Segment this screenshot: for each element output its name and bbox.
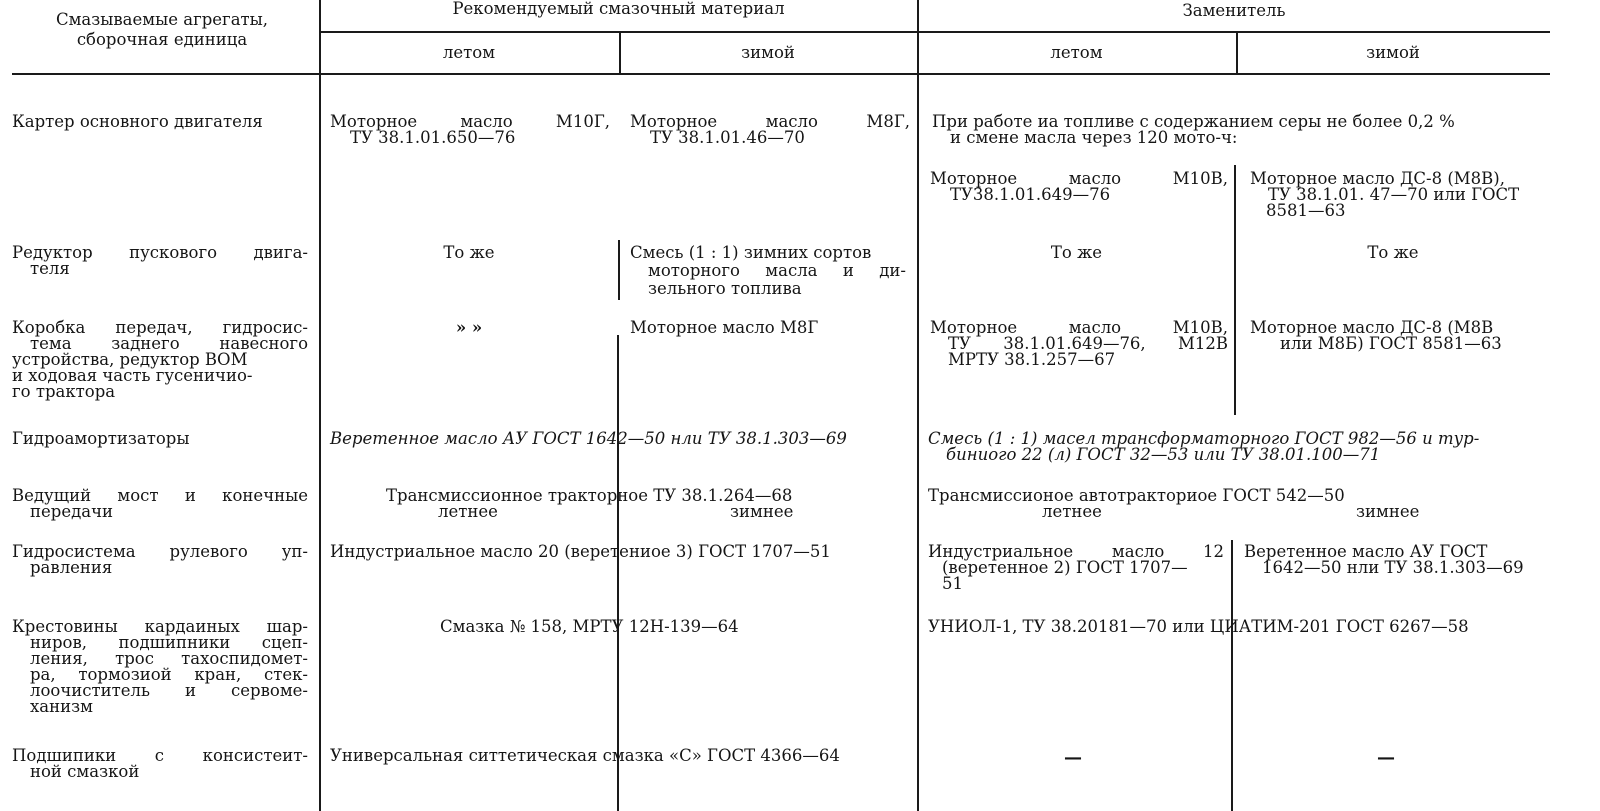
- row5-sub-summer: летнее: [1042, 502, 1102, 521]
- row6-sub-summer-line-2: (веретенное 2) ГОСТ 1707—: [942, 558, 1188, 577]
- row1-rec-winter-line-2: ТУ 38.1.01.46—70: [650, 128, 805, 147]
- row7-unit-line-1: Крестовины кардаиных шар-: [12, 617, 308, 636]
- row2-rec-winter-line-2: моторного масла и ди-: [648, 261, 906, 280]
- col-divider-rec-summer-winter-mid: [618, 240, 620, 300]
- row3-unit-line-4: и ходовая часть гусеничио-: [12, 366, 253, 385]
- row7-unit-line-5: лоочиститель и сервоме-: [30, 681, 308, 700]
- row3-unit-line-3: устройства, редуктор ВОМ: [12, 350, 248, 369]
- col-divider-rec-sub: [917, 0, 919, 811]
- row1-rec-summer-line-1: Моторное масло М10Г,: [330, 112, 610, 131]
- row3-unit-line-1: Коробка передач, гидросис-: [12, 318, 308, 337]
- row2-rec-summer: То же: [443, 243, 495, 262]
- row4-rec-both: Веретенное масло АУ ГОСТ 1642—50 нли ТУ 38.1.303—69: [330, 429, 847, 448]
- row8-unit-line-1: Подшипики с консистеит-: [12, 746, 308, 765]
- row6-unit-line-2: равления: [30, 558, 113, 577]
- row8-sub-summer: —: [1064, 747, 1082, 768]
- row1-sub-winter-line-2: ТУ 38.1.01. 47—70 или ГОСТ: [1268, 185, 1520, 204]
- row1-sub-note-line-1: При работе иа топливе с содержанием серы не более 0,2 %: [932, 112, 1455, 131]
- header-rec-winter: зимой: [741, 43, 795, 62]
- row1-sub-winter-line-3: 8581—63: [1266, 201, 1346, 220]
- row6-unit-line-1: Гидросистема рулевого уп-: [12, 542, 308, 561]
- row7-rec-both: Смазка № 158, МРТУ 12Н-139—64: [440, 617, 739, 636]
- col-divider-sub-summer-winter: [1234, 165, 1236, 415]
- row6-sub-summer-line-3: 51: [942, 574, 963, 593]
- row7-unit-line-3: ления, трос тахоспидомет-: [30, 649, 308, 668]
- row3-sub-winter-line-2: или М8Б) ГОСТ 8581—63: [1280, 334, 1502, 353]
- row6-sub-summer-line-1: Индустриальное масло 12: [928, 542, 1224, 561]
- row1-rec-summer-line-2: ТУ 38.1.01.650—76: [350, 128, 516, 147]
- row5-rec-both: Трансмиссионное тракторное ТУ 38.1.264—68: [386, 486, 793, 505]
- header-rec-summer: летом: [442, 43, 496, 62]
- row7-sub-both: УНИОЛ-1, ТУ 38.20181—70 или ЦИАТИМ-201 ГОСТ 6267—58: [928, 617, 1469, 636]
- row5-unit-line-2: передачи: [30, 502, 113, 521]
- col-divider-units: [319, 0, 321, 811]
- row7-unit-line-4: ра, тормозиой кран, стек-: [30, 665, 308, 684]
- row3-sub-summer-line-1: Моторное масло М10В,: [930, 318, 1228, 337]
- header-units-line-1: Смазываемые агрегаты,: [55, 10, 269, 29]
- row6-sub-winter-line-2: 1642—50 нли ТУ 38.1.303—69: [1262, 558, 1524, 577]
- row5-sub-winter: зимнее: [1356, 502, 1420, 521]
- row3-sub-winter-line-1: Моторное масло ДС-8 (М8В: [1250, 318, 1494, 337]
- header-bottom-rule: [12, 73, 1550, 75]
- row4-unit: Гидроамортизаторы: [12, 429, 190, 448]
- row2-sub-summer: То же: [1050, 243, 1103, 262]
- header-units-line-2: сборочная единица: [76, 30, 248, 49]
- row2-unit-line-1: Редуктор пускового двига-: [12, 243, 308, 262]
- row1-rec-winter-line-1: Моторное масло М8Г,: [630, 112, 910, 131]
- header-substitute: Заменитель: [1182, 1, 1286, 20]
- row5-rec-winter: зимнее: [730, 502, 794, 521]
- row1-sub-summer-line-2: ТУ38.1.01.649—76: [950, 185, 1111, 204]
- row8-sub-winter: —: [1377, 747, 1395, 768]
- row1-sub-winter-line-1: Моторное масло ДС-8 (М8В),: [1250, 169, 1505, 188]
- row1-sub-note-line-2: и смене масла через 120 мото-ч:: [950, 128, 1238, 147]
- row7-unit-line-6: ханизм: [30, 697, 93, 716]
- row6-rec-both: Индустриальное масло 20 (веретениое 3) ГОСТ 1707—51: [330, 542, 831, 561]
- row3-rec-winter: Моторное масло М8Г: [630, 318, 819, 337]
- row5-rec-summer: летнее: [438, 502, 498, 521]
- row3-rec-summer: » »: [455, 318, 483, 337]
- col-divider-rec-summer-winter: [617, 335, 619, 811]
- row3-unit-line-5: го трактора: [12, 382, 116, 401]
- header-sub-winter: зимой: [1366, 43, 1420, 62]
- row1-sub-summer-line-1: Моторное масло М10В,: [930, 169, 1228, 188]
- row2-unit-line-2: теля: [30, 259, 70, 278]
- row6-sub-winter-line-1: Веретенное масло АУ ГОСТ: [1244, 542, 1488, 561]
- row2-sub-winter: То же: [1367, 243, 1419, 262]
- header-recommended: Рекомендуемый смазочный материал: [452, 0, 785, 18]
- row7-unit-line-2: ниров, подшипники сцеп-: [30, 633, 308, 652]
- header-subrule: [320, 31, 1550, 33]
- row5-unit-line-1: Ведущий мост и конечные: [12, 486, 308, 505]
- row3-sub-summer-line-3: МРТУ 38.1.257—67: [948, 350, 1116, 369]
- row1-unit: Картер основного двигателя: [12, 112, 263, 131]
- row8-unit-line-2: ной смазкой: [30, 762, 140, 781]
- row3-unit-line-2: тема заднего навесного: [30, 334, 308, 353]
- row4-sub-both-line-1: Смесь (1 : 1) масел трансформаторного ГОСТ 982—56 и тур-: [928, 429, 1480, 448]
- col-divider-sub-summer-winter-low: [1231, 540, 1233, 811]
- header-sub-summer: летом: [1050, 43, 1103, 62]
- row3-sub-summer-line-2: ТУ 38.1.01.649—76, М12В: [948, 334, 1228, 353]
- row2-rec-winter-line-3: зельного топлива: [648, 279, 802, 298]
- row2-rec-winter-line-1: Смесь (1 : 1) зимних сортов: [630, 243, 872, 262]
- row8-rec-both: Универсальная ситтетическая смазка «С» ГОСТ 4366—64: [330, 746, 840, 765]
- row4-sub-both-line-2: биниого 22 (л) ГОСТ 32—53 или ТУ 38.01.100—71: [946, 445, 1381, 464]
- row5-sub-both: Трансмиссионое автотракториое ГОСТ 542—50: [928, 486, 1345, 505]
